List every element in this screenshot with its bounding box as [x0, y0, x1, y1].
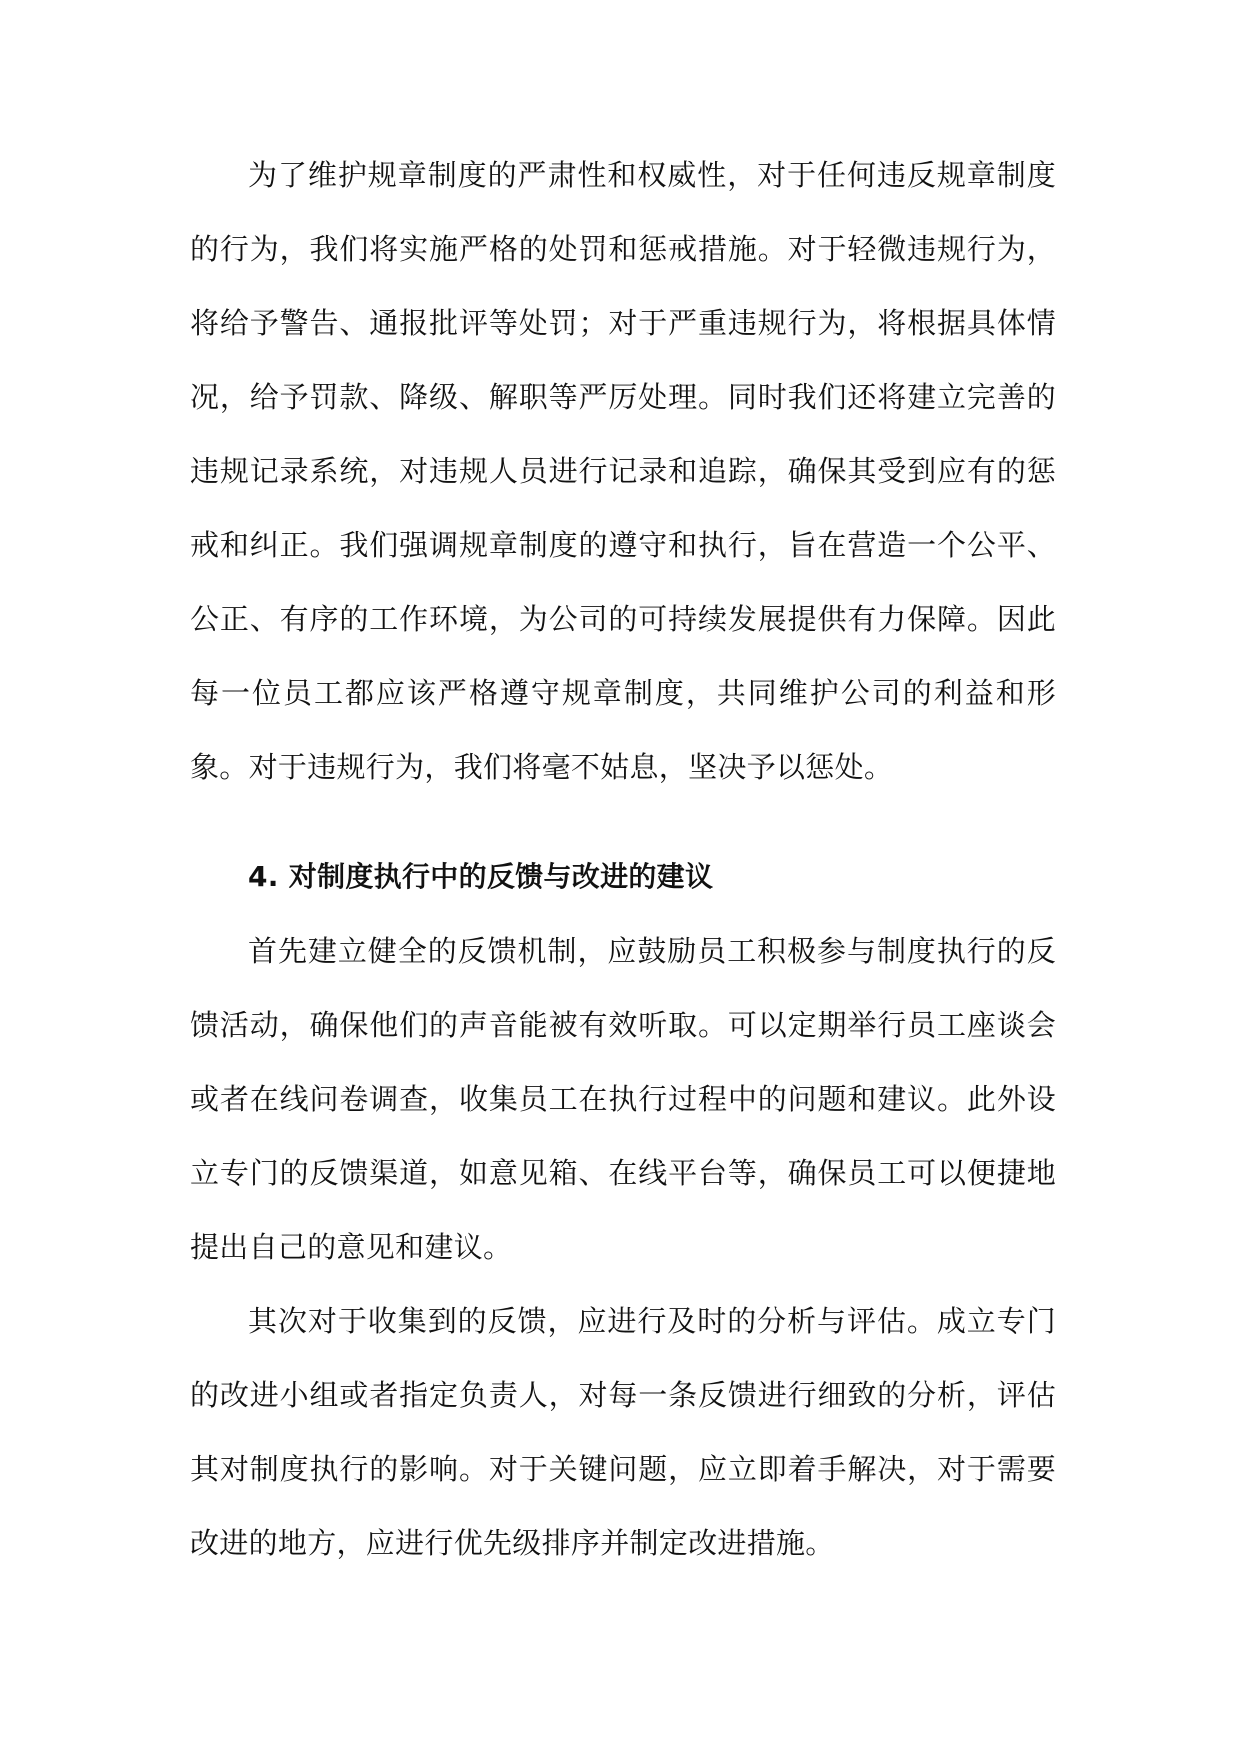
paragraph-feedback-mechanism: 首先建立健全的反馈机制，应鼓励员工积极参与制度执行的反馈活动，确保他们的声音能被有效听取。可以定期举行员工座谈会或者在线问卷调查，收集员工在执行过程中的问题和建议。此外设立专门的反馈渠道，如意见箱、在线平台等，确保员工可以便捷地提出自己的意见和建议。 [190, 934, 1056, 1264]
paragraph-penalties: 为了维护规章制度的严肃性和权威性，对于任何违反规章制度的行为，我们将实施严格的处罚和惩戒措施。对于轻微违规行为，将给予警告、通报批评等处罚；对于严重违规行为，将根据具体情况，给予罚款、降级、解职等严厉处理。同时我们还将建立完善的违规记录系统，对违规人员进行记录和追踪，确保其受到应有的惩戒和纠正。我们强调规章制度的遵守和执行，旨在营造一个公平、公正、有序的工作环境，为公司的可持续发展提供有力保障。因此每一位员工都应该严格遵守规章制度，共同维护公司的利益和形象。对于违规行为，我们将毫不姑息，坚决予以惩处。 [190, 158, 1056, 784]
paragraph-feedback-analysis: 其次对于收集到的反馈，应进行及时的分析与评估。成立专门的改进小组或者指定负责人，对每一条反馈进行细致的分析，评估其对制度执行的影响。对于关键问题，应立即着手解决，对于需要改进的地方，应进行优先级排序并制定改进措施。 [190, 1304, 1056, 1560]
document-body [190, 138, 1056, 1580]
section-heading-feedback: 4. 对制度执行中的反馈与改进的建议 [248, 860, 714, 893]
